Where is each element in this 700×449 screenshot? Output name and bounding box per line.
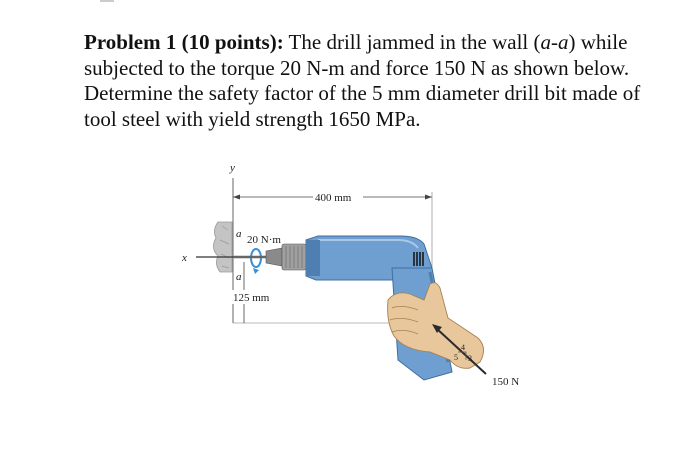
slope-4: 4 bbox=[461, 343, 465, 352]
section-aa-label: a-a bbox=[540, 30, 569, 54]
problem-text-part-1: The drill jammed in the wall ( bbox=[283, 30, 541, 54]
torque-label: 20 N·m bbox=[247, 234, 281, 246]
problem-text-part-2: ) while subjected to the torque 20 N-m and force 150 N as shown below. Determine the safety factor of the 5 mm diameter drill bit made of tool steel with yield strength 1650 MPa. bbox=[84, 30, 641, 131]
dimension-125-label: 125 mm bbox=[233, 292, 270, 304]
force-label: 150 N bbox=[492, 376, 520, 388]
section-a-bottom: a bbox=[236, 271, 242, 283]
torque-arrow bbox=[251, 249, 261, 274]
x-axis-label: x bbox=[182, 252, 187, 264]
slope-5: 5 bbox=[454, 353, 458, 362]
slope-3: 3 bbox=[468, 354, 472, 363]
dimension-400-label: 400 mm bbox=[315, 192, 352, 204]
section-a-top: a bbox=[236, 228, 242, 240]
drill-chuck bbox=[266, 244, 306, 270]
problem-heading: Problem 1 (10 points): bbox=[84, 30, 284, 54]
y-axis-label: y bbox=[230, 162, 235, 174]
wall bbox=[213, 222, 232, 272]
